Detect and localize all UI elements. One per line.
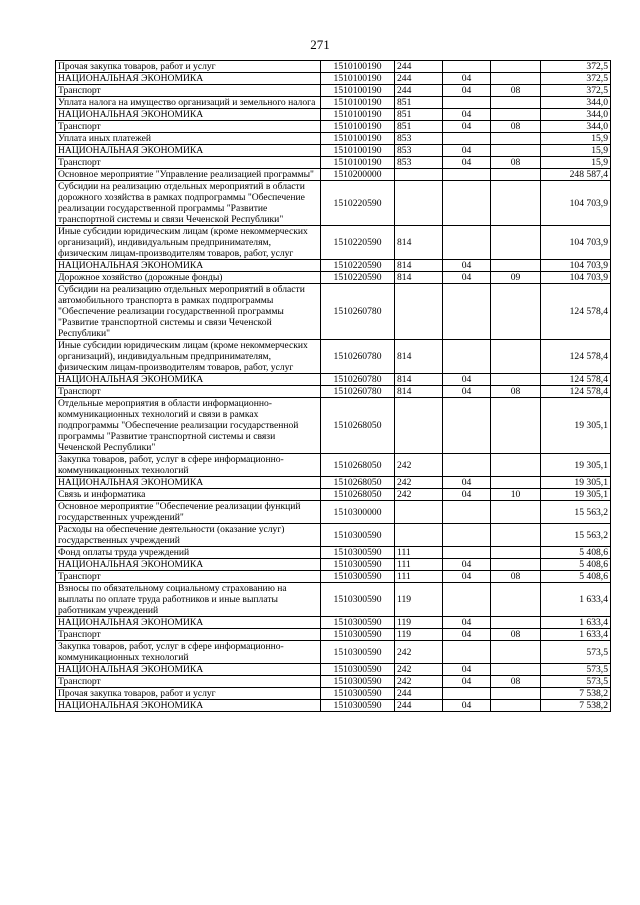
expense-type-cell: 244 — [395, 688, 443, 700]
subsection-cell — [491, 398, 541, 454]
row-name-cell: Основное мероприятие "Управление реализацией программы" — [56, 169, 321, 181]
table-row — [56, 477, 611, 489]
table-row — [56, 489, 611, 501]
expense-type-cell: 853 — [395, 157, 443, 169]
amount-cell: 15 563,2 — [541, 501, 611, 524]
expense-type-cell: 814 — [395, 374, 443, 386]
subsection-cell: 08 — [491, 121, 541, 133]
csr-code-cell: 1510220590 — [321, 181, 395, 226]
csr-code-cell: 1510300590 — [321, 571, 395, 583]
section-cell — [443, 454, 491, 477]
csr-code-cell: 1510260780 — [321, 374, 395, 386]
section-cell: 04 — [443, 477, 491, 489]
table-row — [56, 524, 611, 547]
table-row — [56, 676, 611, 688]
amount-cell: 19 305,1 — [541, 489, 611, 501]
amount-cell: 344,0 — [541, 97, 611, 109]
section-cell — [443, 688, 491, 700]
table-row — [56, 547, 611, 559]
csr-code-cell: 1510300590 — [321, 629, 395, 641]
expense-type-cell: 119 — [395, 629, 443, 641]
subsection-cell — [491, 454, 541, 477]
table-row — [56, 501, 611, 524]
subsection-cell — [491, 109, 541, 121]
subsection-cell: 08 — [491, 629, 541, 641]
amount-cell: 124 578,4 — [541, 374, 611, 386]
section-cell: 04 — [443, 489, 491, 501]
csr-code-cell: 1510300590 — [321, 617, 395, 629]
csr-code-cell: 1510260780 — [321, 386, 395, 398]
section-cell: 04 — [443, 386, 491, 398]
table-row — [56, 398, 611, 454]
amount-cell: 372,5 — [541, 73, 611, 85]
amount-cell: 372,5 — [541, 61, 611, 73]
expense-type-cell: 242 — [395, 676, 443, 688]
csr-code-cell: 1510300590 — [321, 676, 395, 688]
csr-code-cell: 1510100190 — [321, 109, 395, 121]
row-name-cell: НАЦИОНАЛЬНАЯ ЭКОНОМИКА — [56, 260, 321, 272]
subsection-cell — [491, 547, 541, 559]
table-row — [56, 374, 611, 386]
row-name-cell: Иные субсидии юридическим лицам (кроме некоммерческих организаций), индивидуальным предпринимателям, физическим лицам-производителям товаров, работ, услуг — [56, 226, 321, 260]
expense-type-cell: 244 — [395, 700, 443, 712]
csr-code-cell: 1510300590 — [321, 524, 395, 547]
amount-cell: 248 587,4 — [541, 169, 611, 181]
csr-code-cell: 1510300590 — [321, 559, 395, 571]
amount-cell: 344,0 — [541, 109, 611, 121]
section-cell: 04 — [443, 85, 491, 97]
table-row — [56, 664, 611, 676]
table-row — [56, 73, 611, 85]
amount-cell: 573,5 — [541, 664, 611, 676]
subsection-cell — [491, 97, 541, 109]
section-cell: 04 — [443, 121, 491, 133]
row-name-cell: Основное мероприятие "Обеспечение реализации функций государственных учреждений" — [56, 501, 321, 524]
amount-cell: 104 703,9 — [541, 272, 611, 284]
subsection-cell — [491, 169, 541, 181]
expense-type-cell: 244 — [395, 61, 443, 73]
csr-code-cell: 1510268050 — [321, 477, 395, 489]
row-name-cell: Субсидии на реализацию отдельных мероприятий в области автомобильного транспорта в рамках подпрограммы "Обеспечение реализации государственной программы "Развитие транспортной системы и связи Чеченской Республики" — [56, 284, 321, 340]
subsection-cell: 10 — [491, 489, 541, 501]
subsection-cell — [491, 524, 541, 547]
csr-code-cell: 1510100190 — [321, 157, 395, 169]
row-name-cell: НАЦИОНАЛЬНАЯ ЭКОНОМИКА — [56, 109, 321, 121]
expense-type-cell — [395, 181, 443, 226]
section-cell: 04 — [443, 629, 491, 641]
amount-cell: 1 633,4 — [541, 629, 611, 641]
table-row — [56, 583, 611, 617]
row-name-cell: Субсидии на реализацию отдельных мероприятий в области дорожного хозяйства в рамках подпрограммы "Обеспечение реализации государственной программы "Развитие транспортной системы и связи Чеченской Республики" — [56, 181, 321, 226]
amount-cell: 104 703,9 — [541, 226, 611, 260]
amount-cell: 19 305,1 — [541, 454, 611, 477]
row-name-cell: Прочая закупка товаров, работ и услуг — [56, 688, 321, 700]
subsection-cell — [491, 73, 541, 85]
amount-cell: 104 703,9 — [541, 260, 611, 272]
table-row — [56, 260, 611, 272]
row-name-cell: Взносы по обязательному социальному страхованию на выплаты по оплате труда работников и иные выплаты работникам учреждений — [56, 583, 321, 617]
section-cell — [443, 61, 491, 73]
table-row — [56, 559, 611, 571]
row-name-cell: Расходы на обеспечение деятельности (оказание услуг) государственных учреждений — [56, 524, 321, 547]
expense-type-cell: 814 — [395, 386, 443, 398]
subsection-cell — [491, 559, 541, 571]
expense-type-cell: 242 — [395, 454, 443, 477]
expense-type-cell: 111 — [395, 547, 443, 559]
expense-type-cell — [395, 398, 443, 454]
expense-type-cell: 244 — [395, 73, 443, 85]
amount-cell: 7 538,2 — [541, 700, 611, 712]
table-row — [56, 700, 611, 712]
expense-type-cell: 242 — [395, 641, 443, 664]
row-name-cell: Дорожное хозяйство (дорожные фонды) — [56, 272, 321, 284]
table-row — [56, 181, 611, 226]
table-row — [56, 145, 611, 157]
section-cell — [443, 583, 491, 617]
row-name-cell: Транспорт — [56, 629, 321, 641]
expense-type-cell: 242 — [395, 489, 443, 501]
section-cell: 04 — [443, 272, 491, 284]
section-cell: 04 — [443, 617, 491, 629]
amount-cell: 15 563,2 — [541, 524, 611, 547]
row-name-cell: Транспорт — [56, 121, 321, 133]
row-name-cell: Транспорт — [56, 386, 321, 398]
subsection-cell: 08 — [491, 85, 541, 97]
table-row — [56, 109, 611, 121]
expense-type-cell — [395, 284, 443, 340]
row-name-cell: НАЦИОНАЛЬНАЯ ЭКОНОМИКА — [56, 559, 321, 571]
amount-cell: 5 408,6 — [541, 571, 611, 583]
subsection-cell — [491, 284, 541, 340]
amount-cell: 5 408,6 — [541, 559, 611, 571]
expense-type-cell: 242 — [395, 664, 443, 676]
amount-cell: 7 538,2 — [541, 688, 611, 700]
subsection-cell — [491, 181, 541, 226]
table-row — [56, 85, 611, 97]
table-row — [56, 133, 611, 145]
row-name-cell: Уплата иных платежей — [56, 133, 321, 145]
subsection-cell — [491, 374, 541, 386]
section-cell: 04 — [443, 571, 491, 583]
section-cell — [443, 169, 491, 181]
subsection-cell: 08 — [491, 386, 541, 398]
csr-code-cell: 1510100190 — [321, 145, 395, 157]
expense-type-cell: 242 — [395, 477, 443, 489]
expense-type-cell: 851 — [395, 97, 443, 109]
row-name-cell: НАЦИОНАЛЬНАЯ ЭКОНОМИКА — [56, 664, 321, 676]
row-name-cell: Транспорт — [56, 571, 321, 583]
page-number: 271 — [310, 37, 330, 52]
row-name-cell: Транспорт — [56, 676, 321, 688]
csr-code-cell: 1510268050 — [321, 454, 395, 477]
expense-type-cell: 814 — [395, 272, 443, 284]
table-row — [56, 284, 611, 340]
row-name-cell: НАЦИОНАЛЬНАЯ ЭКОНОМИКА — [56, 477, 321, 489]
csr-code-cell: 1510300590 — [321, 688, 395, 700]
subsection-cell: 08 — [491, 676, 541, 688]
section-cell: 04 — [443, 559, 491, 571]
amount-cell: 15,9 — [541, 157, 611, 169]
subsection-cell: 08 — [491, 157, 541, 169]
csr-code-cell: 1510300590 — [321, 583, 395, 617]
amount-cell: 5 408,6 — [541, 547, 611, 559]
table-row — [56, 641, 611, 664]
row-name-cell: НАЦИОНАЛЬНАЯ ЭКОНОМИКА — [56, 145, 321, 157]
amount-cell: 124 578,4 — [541, 386, 611, 398]
section-cell — [443, 641, 491, 664]
amount-cell: 124 578,4 — [541, 340, 611, 374]
csr-code-cell: 1510220590 — [321, 272, 395, 284]
section-cell — [443, 226, 491, 260]
section-cell: 04 — [443, 73, 491, 85]
csr-code-cell: 1510260780 — [321, 340, 395, 374]
section-cell — [443, 97, 491, 109]
section-cell: 04 — [443, 157, 491, 169]
row-name-cell: Транспорт — [56, 85, 321, 97]
row-name-cell: НАЦИОНАЛЬНАЯ ЭКОНОМИКА — [56, 617, 321, 629]
amount-cell: 15,9 — [541, 145, 611, 157]
subsection-cell — [491, 641, 541, 664]
expense-type-cell: 853 — [395, 133, 443, 145]
amount-cell: 1 633,4 — [541, 583, 611, 617]
section-cell: 04 — [443, 145, 491, 157]
expense-type-cell: 119 — [395, 583, 443, 617]
subsection-cell — [491, 664, 541, 676]
section-cell — [443, 340, 491, 374]
csr-code-cell: 1510220590 — [321, 226, 395, 260]
section-cell — [443, 524, 491, 547]
table-row — [56, 169, 611, 181]
subsection-cell: 08 — [491, 571, 541, 583]
section-cell: 04 — [443, 109, 491, 121]
row-name-cell: НАЦИОНАЛЬНАЯ ЭКОНОМИКА — [56, 73, 321, 85]
row-name-cell: Закупка товаров, работ, услуг в сфере информационно-коммуникационных технологий — [56, 454, 321, 477]
subsection-cell — [491, 145, 541, 157]
row-name-cell: Фонд оплаты труда учреждений — [56, 547, 321, 559]
table-row — [56, 97, 611, 109]
section-cell: 04 — [443, 676, 491, 688]
expense-type-cell: 119 — [395, 617, 443, 629]
section-cell — [443, 284, 491, 340]
subsection-cell: 09 — [491, 272, 541, 284]
csr-code-cell: 1510100190 — [321, 121, 395, 133]
expense-type-cell: 851 — [395, 109, 443, 121]
csr-code-cell: 1510100190 — [321, 73, 395, 85]
amount-cell: 19 305,1 — [541, 398, 611, 454]
table-row — [56, 386, 611, 398]
amount-cell: 573,5 — [541, 641, 611, 664]
csr-code-cell: 1510220590 — [321, 260, 395, 272]
csr-code-cell: 1510300590 — [321, 547, 395, 559]
table-row — [56, 617, 611, 629]
table-row — [56, 61, 611, 73]
row-name-cell: Иные субсидии юридическим лицам (кроме некоммерческих организаций), индивидуальным предпринимателям, физическим лицам-производителям товаров, работ, услуг — [56, 340, 321, 374]
expense-type-cell: 111 — [395, 571, 443, 583]
expense-type-cell: 814 — [395, 340, 443, 374]
table-row — [56, 688, 611, 700]
csr-code-cell: 1510268050 — [321, 398, 395, 454]
amount-cell: 573,5 — [541, 676, 611, 688]
row-name-cell: НАЦИОНАЛЬНАЯ ЭКОНОМИКА — [56, 700, 321, 712]
csr-code-cell: 1510300590 — [321, 700, 395, 712]
amount-cell: 344,0 — [541, 121, 611, 133]
amount-cell: 124 578,4 — [541, 284, 611, 340]
table-row — [56, 454, 611, 477]
expense-type-cell: 111 — [395, 559, 443, 571]
section-cell: 04 — [443, 374, 491, 386]
subsection-cell — [491, 133, 541, 145]
amount-cell: 15,9 — [541, 133, 611, 145]
csr-code-cell: 1510300590 — [321, 664, 395, 676]
table-row — [56, 340, 611, 374]
section-cell: 04 — [443, 700, 491, 712]
expense-type-cell: 851 — [395, 121, 443, 133]
amount-cell: 104 703,9 — [541, 181, 611, 226]
subsection-cell — [491, 260, 541, 272]
section-cell: 04 — [443, 664, 491, 676]
row-name-cell: Транспорт — [56, 157, 321, 169]
subsection-cell — [491, 340, 541, 374]
section-cell — [443, 547, 491, 559]
budget-table — [55, 60, 611, 712]
subsection-cell — [491, 617, 541, 629]
row-name-cell: Прочая закупка товаров, работ и услуг — [56, 61, 321, 73]
section-cell — [443, 398, 491, 454]
amount-cell: 19 305,1 — [541, 477, 611, 489]
csr-code-cell: 1510100190 — [321, 97, 395, 109]
row-name-cell: НАЦИОНАЛЬНАЯ ЭКОНОМИКА — [56, 374, 321, 386]
table-row — [56, 157, 611, 169]
table-row — [56, 121, 611, 133]
subsection-cell — [491, 477, 541, 489]
subsection-cell — [491, 501, 541, 524]
row-name-cell: Связь и информатика — [56, 489, 321, 501]
section-cell — [443, 501, 491, 524]
expense-type-cell: 853 — [395, 145, 443, 157]
row-name-cell: Отдельные мероприятия в области информационно-коммуникационных технологий и связи в рамках подпрограммы "Обеспечение реализации государственной программы "Развитие транспортной системы и связи Чеченской Республики" — [56, 398, 321, 454]
table-row — [56, 226, 611, 260]
table-row — [56, 629, 611, 641]
csr-code-cell: 1510300000 — [321, 501, 395, 524]
subsection-cell — [491, 61, 541, 73]
expense-type-cell: 814 — [395, 260, 443, 272]
csr-code-cell: 1510268050 — [321, 489, 395, 501]
row-name-cell: Закупка товаров, работ, услуг в сфере информационно-коммуникационных технологий — [56, 641, 321, 664]
subsection-cell — [491, 688, 541, 700]
csr-code-cell: 1510100190 — [321, 85, 395, 97]
amount-cell: 1 633,4 — [541, 617, 611, 629]
csr-code-cell: 1510260780 — [321, 284, 395, 340]
expense-type-cell — [395, 169, 443, 181]
table-row — [56, 272, 611, 284]
csr-code-cell: 1510300590 — [321, 641, 395, 664]
csr-code-cell: 1510200000 — [321, 169, 395, 181]
expense-type-cell — [395, 524, 443, 547]
section-cell — [443, 181, 491, 226]
section-cell: 04 — [443, 260, 491, 272]
subsection-cell — [491, 583, 541, 617]
table-row — [56, 571, 611, 583]
csr-code-cell: 1510100190 — [321, 133, 395, 145]
subsection-cell — [491, 226, 541, 260]
amount-cell: 372,5 — [541, 85, 611, 97]
csr-code-cell: 1510100190 — [321, 61, 395, 73]
expense-type-cell: 814 — [395, 226, 443, 260]
expense-type-cell — [395, 501, 443, 524]
section-cell — [443, 133, 491, 145]
subsection-cell — [491, 700, 541, 712]
expense-type-cell: 244 — [395, 85, 443, 97]
row-name-cell: Уплата налога на имущество организаций и земельного налога — [56, 97, 321, 109]
